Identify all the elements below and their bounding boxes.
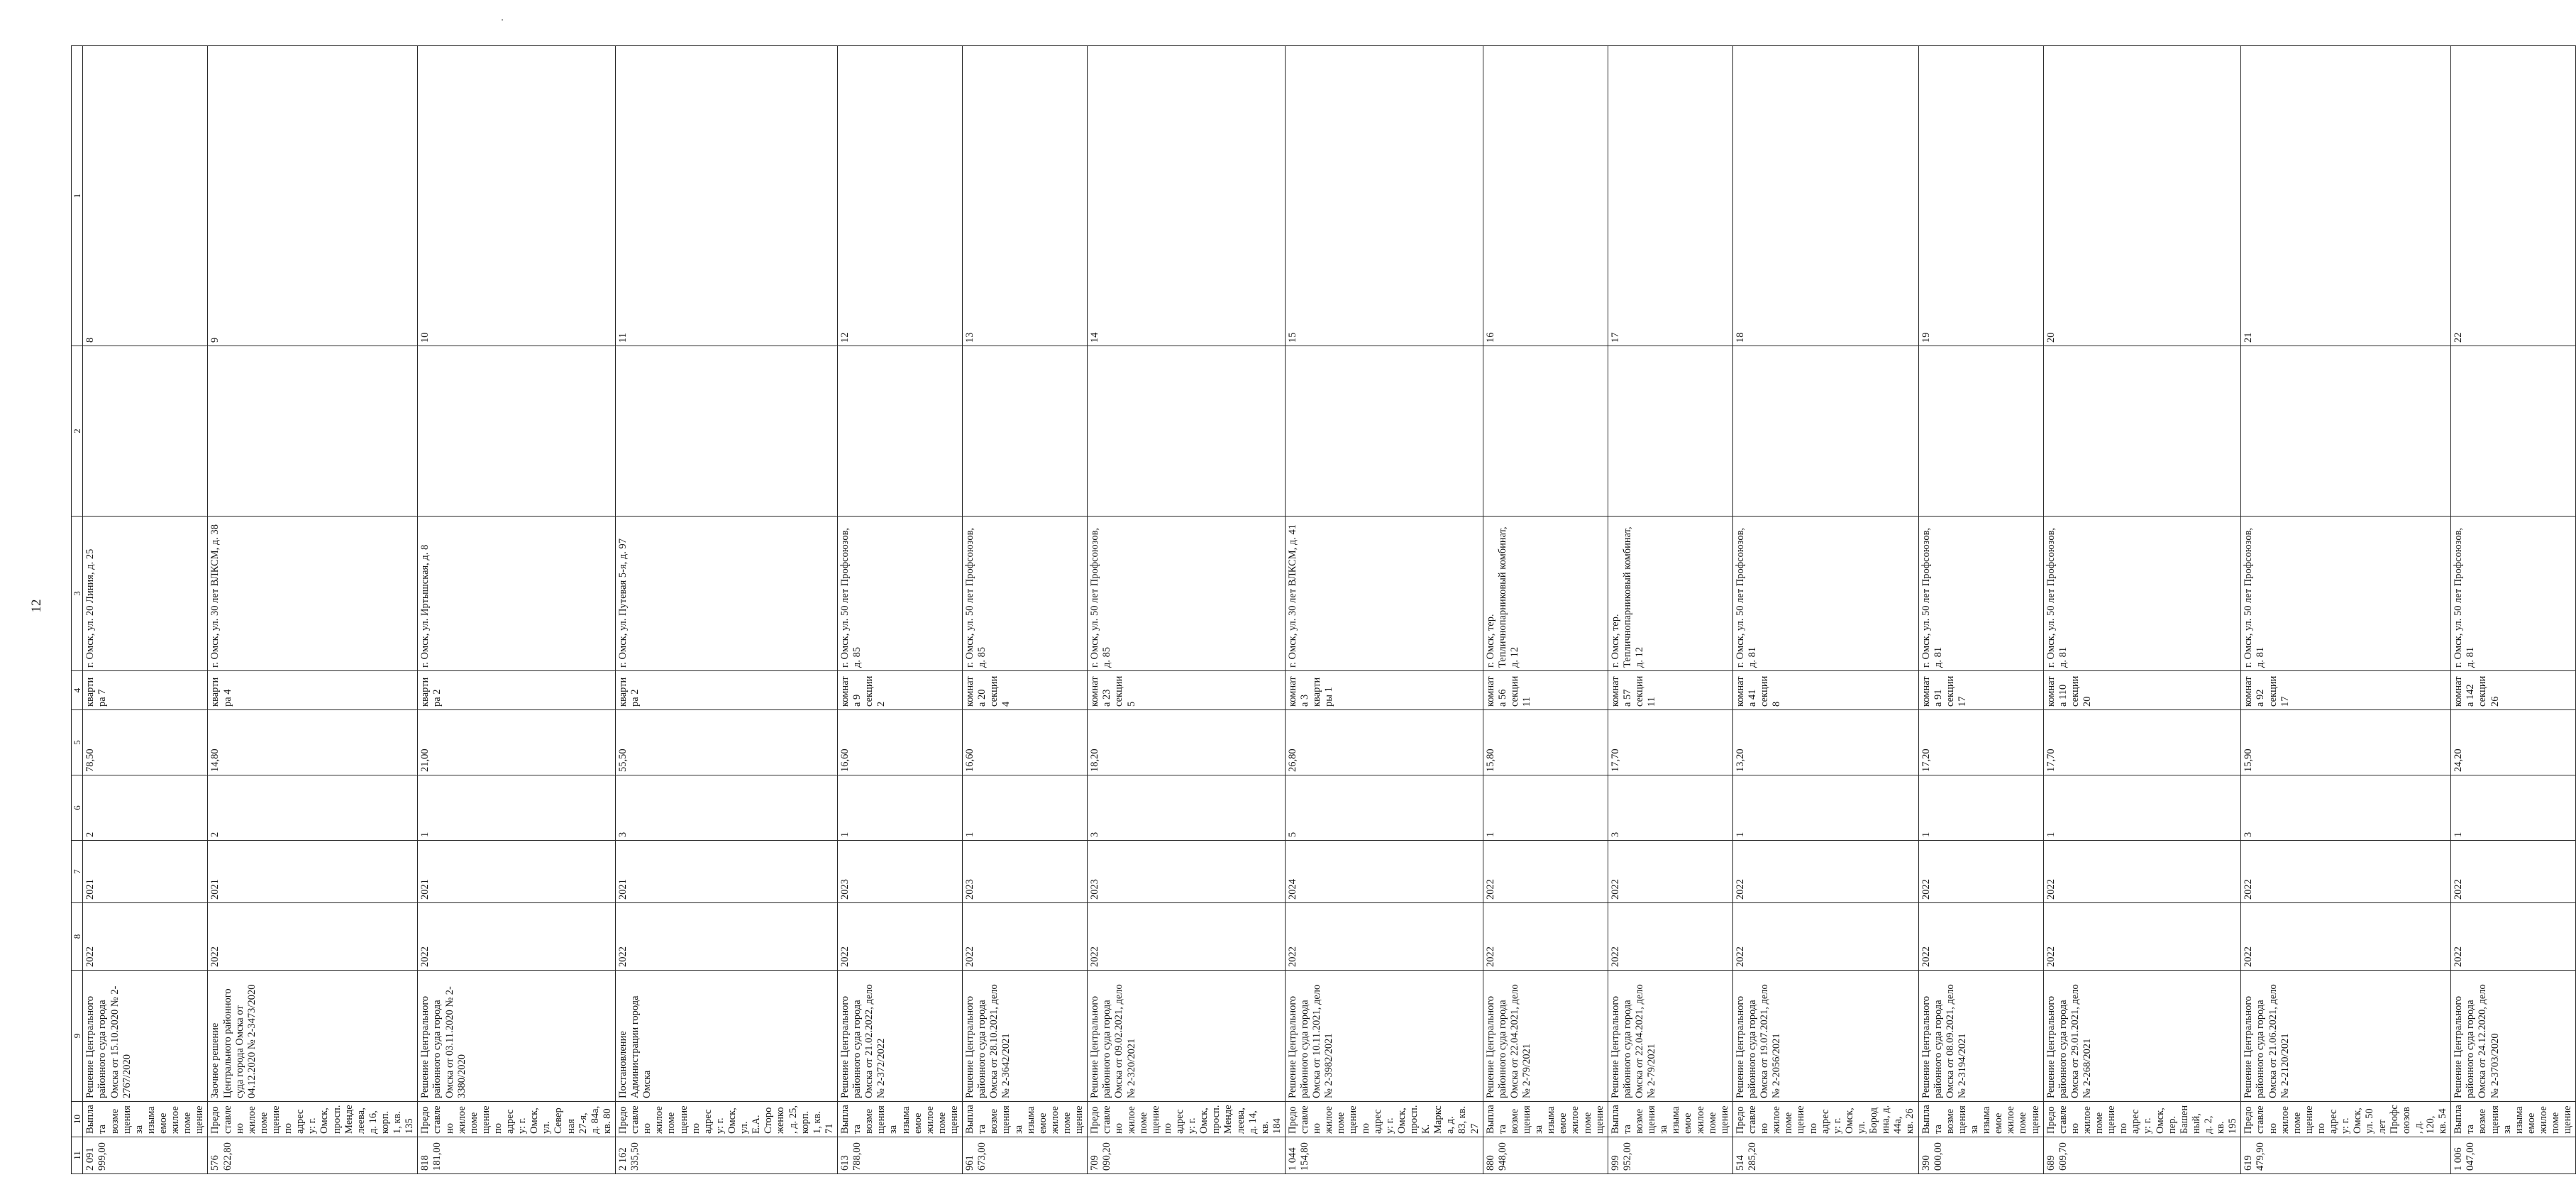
column-number-5: 5 <box>72 710 83 775</box>
year-col7-cell: 2024 <box>1285 841 1483 903</box>
amount-cell: 999 952,00 <box>1608 1137 1732 1174</box>
year-col8-cell: 2022 <box>208 903 418 971</box>
area-cell: 16,60 <box>963 710 1088 775</box>
room-cell: квартира 4 <box>208 671 418 710</box>
amount-cell: 961 673,00 <box>963 1137 1088 1174</box>
legal-basis-cell: Решение Центрального районного суда города Омска от 09.02.2021, дело № 2-320/2021 <box>1088 971 1286 1102</box>
persons-cell: 1 <box>1918 775 2043 841</box>
year-col8-cell: 2022 <box>1088 903 1286 971</box>
year-col7-cell: 2022 <box>2451 841 2576 903</box>
year-col8-cell: 2022 <box>83 903 208 971</box>
persons-cell: 2 <box>208 775 418 841</box>
room-cell: комната 23 секции 5 <box>1088 671 1286 710</box>
year-col8-cell: 2022 <box>1285 903 1483 971</box>
room-cell: комната 91 секции 17 <box>1918 671 2043 710</box>
address-cell: г. Омск, ул. Путевая 5-я, д. 97 <box>616 517 838 671</box>
year-col8-cell: 2022 <box>2043 903 2241 971</box>
column-2-cell <box>1608 346 1732 517</box>
row-number-cell: 17 <box>1608 46 1732 346</box>
area-cell: 14,80 <box>208 710 418 775</box>
year-col7-cell: 2023 <box>963 841 1088 903</box>
column-2-cell <box>963 346 1088 517</box>
address-cell: г. Омск, ул. Иртышская, д. 8 <box>418 517 616 671</box>
row-number-cell: 21 <box>2241 46 2451 346</box>
table-row <box>1483 46 1608 1174</box>
amount-cell: 1 006 047,00 <box>2451 1137 2576 1174</box>
legal-basis-cell: Решение Центрального районного суда города Омска от 03.11.2020 № 2-3380/2020 <box>418 971 616 1102</box>
persons-cell: 1 <box>418 775 616 841</box>
persons-cell: 1 <box>2043 775 2241 841</box>
legal-basis-cell: Решение Центрального районного суда города Омска от 28.10.2021, дело № 2-3642/2021 <box>963 971 1088 1102</box>
column-2-cell <box>418 346 616 517</box>
year-col7-cell: 2022 <box>2043 841 2241 903</box>
resettlement-action-cell: Выплата возмещения за изымаемое жилое помещение <box>1483 1102 1608 1137</box>
resettlement-action-cell: Выплата возмещения за изымаемое жилое помещение <box>963 1102 1088 1137</box>
table-row <box>1608 46 1732 1174</box>
legal-basis-cell: Постановление Администрации города Омска <box>616 971 838 1102</box>
row-number-cell: 16 <box>1483 46 1608 346</box>
column-2-cell <box>2241 346 2451 517</box>
amount-cell: 1 044 154,80 <box>1285 1137 1483 1174</box>
resettlement-action-cell: Предоставлено жилое помещение по адресу: г. Омск, просп. Менделеева, д. 14, кв. 184 <box>1088 1102 1286 1137</box>
legal-basis-cell: Решение Центрального районного суда города Омска от 19.07.2021, дело № 2-2056/2021 <box>1732 971 1918 1102</box>
year-col7-cell: 2022 <box>1608 841 1732 903</box>
year-col7-cell: 2021 <box>616 841 838 903</box>
area-cell: 78,50 <box>83 710 208 775</box>
year-col8-cell: 2022 <box>1483 903 1608 971</box>
amount-cell: 709 090,20 <box>1088 1137 1286 1174</box>
row-number-cell: 22 <box>2451 46 2576 346</box>
address-cell: г. Омск, тер. Тепличнопарниковый комбинат, д. 12 <box>1608 517 1732 671</box>
row-number-cell: 20 <box>2043 46 2241 346</box>
legal-basis-cell: Решение Центрального районного суда города Омска от 24.12.2020, дело № 2-3703/2020 <box>2451 971 2576 1102</box>
year-col7-cell: 2021 <box>83 841 208 903</box>
column-number-8: 8 <box>72 903 83 971</box>
column-number-6: 6 <box>72 775 83 841</box>
table-holder <box>71 46 2574 1174</box>
table-row <box>1285 46 1483 1174</box>
year-col7-cell: 2022 <box>1918 841 2043 903</box>
address-cell: г. Омск, тер. Тепличнопарниковый комбинат, д. 12 <box>1483 517 1608 671</box>
year-col8-cell: 2022 <box>2241 903 2451 971</box>
year-col8-cell: 2022 <box>838 903 963 971</box>
column-2-cell <box>616 346 838 517</box>
table-row <box>208 46 418 1174</box>
amount-cell: 880 948,00 <box>1483 1137 1608 1174</box>
year-col7-cell: 2022 <box>2241 841 2451 903</box>
column-number-1: 1 <box>72 46 83 346</box>
column-2-cell <box>838 346 963 517</box>
room-cell: квартира 2 <box>616 671 838 710</box>
legal-basis-cell: Решение Центрального районного суда города Омска от 22.04.2021, дело № 2-79/2021 <box>1483 971 1608 1102</box>
area-cell: 24,20 <box>2451 710 2576 775</box>
room-cell: комната 9 секции 2 <box>838 671 963 710</box>
area-cell: 26,80 <box>1285 710 1483 775</box>
persons-cell: 3 <box>616 775 838 841</box>
amount-cell: 576 622,80 <box>208 1137 418 1174</box>
address-cell: г. Омск, ул. 30 лет ВЛКСМ, д. 38 <box>208 517 418 671</box>
legal-basis-cell: Решение Центрального районного суда города Омска от 21.02.2022, дело № 2-372/2022 <box>838 971 963 1102</box>
address-cell: г. Омск, ул. 50 лет Профсоюзов, д. 81 <box>1732 517 1918 671</box>
table-row <box>2043 46 2241 1174</box>
resettlement-action-cell: Предоставлено жилое помещение по адресу: г. Омск, просп. Менделеева, д. 16, корп. 1, кв. 135 <box>208 1102 418 1137</box>
legal-basis-cell: Решение Центрального районного суда города Омска от 15.10.2020 № 2-2767/2020 <box>83 971 208 1102</box>
table-row <box>418 46 616 1174</box>
column-2-cell <box>83 346 208 517</box>
row-number-cell: 18 <box>1732 46 1918 346</box>
row-number-cell: 9 <box>208 46 418 346</box>
resettlement-action-cell: Предоставлено жилое помещение по адресу: г. Омск, ул. 50 лет Профсоюзов, д. 120, кв. 54 <box>2241 1102 2451 1137</box>
legal-basis-cell: Решение Центрального районного суда города Омска от 21.06.2021, дело № 2-2120/2021 <box>2241 971 2451 1102</box>
area-cell: 18,20 <box>1088 710 1286 775</box>
scan-speck <box>502 19 503 21</box>
room-cell: комната 142 секции 26 <box>2451 671 2576 710</box>
year-col7-cell: 2023 <box>1088 841 1286 903</box>
year-col8-cell: 2022 <box>1732 903 1918 971</box>
row-number-cell: 10 <box>418 46 616 346</box>
rotated-table-wrapper <box>71 46 2574 1174</box>
table-row <box>1918 46 2043 1174</box>
row-number-cell: 13 <box>963 46 1088 346</box>
table-row <box>1088 46 1286 1174</box>
room-cell: комната 56 секции 11 <box>1483 671 1608 710</box>
year-col8-cell: 2022 <box>1608 903 1732 971</box>
resettlement-action-cell: Выплата возмещения за изымаемое жилое помещение <box>838 1102 963 1137</box>
table-row <box>1732 46 1918 1174</box>
legal-basis-cell: Решение Центрального районного суда города Омска от 08.09.2021, дело № 2-3194/2021 <box>1918 971 2043 1102</box>
room-cell: комната 3 квартиры 1 <box>1285 671 1483 710</box>
room-cell: квартира 7 <box>83 671 208 710</box>
column-number-9: 9 <box>72 971 83 1102</box>
address-cell: г. Омск, ул. 50 лет Профсоюзов, д. 81 <box>1918 517 2043 671</box>
area-cell: 13,20 <box>1732 710 1918 775</box>
area-cell: 21,00 <box>418 710 616 775</box>
amount-cell: 689 609,70 <box>2043 1137 2241 1174</box>
address-cell: г. Омск, ул. 50 лет Профсоюзов, д. 85 <box>963 517 1088 671</box>
column-2-cell <box>2043 346 2241 517</box>
resettlement-action-cell: Предоставлено жилое помещение по адресу: г. Омск, пер. Башенный, д. 2, кв. 195 <box>2043 1102 2241 1137</box>
persons-cell: 5 <box>1285 775 1483 841</box>
year-col7-cell: 2022 <box>1732 841 1918 903</box>
row-number-cell: 19 <box>1918 46 2043 346</box>
resettlement-action-cell: Предоставлено жилое помещение по адресу: г. Омск, просп. К. Маркса, д. 83, кв. 27 <box>1285 1102 1483 1137</box>
area-cell: 15,90 <box>2241 710 2451 775</box>
area-cell: 17,70 <box>2043 710 2241 775</box>
resettlement-action-cell: Предоставлено жилое помещение по адресу: г. Омск, ул. Е.А. Стороженко, д. 25, корп. 1, кв. 71 <box>616 1102 838 1137</box>
table-row <box>83 46 208 1174</box>
address-cell: г. Омск, ул. 50 лет Профсоюзов, д. 81 <box>2043 517 2241 671</box>
column-number-7: 7 <box>72 841 83 903</box>
legal-basis-cell: Решение Центрального районного суда города Омска от 22.04.2021, дело № 2-79/2021 <box>1608 971 1732 1102</box>
amount-cell: 818 181,00 <box>418 1137 616 1174</box>
column-number-2: 2 <box>72 346 83 517</box>
persons-cell: 1 <box>963 775 1088 841</box>
column-number-11: 11 <box>72 1137 83 1174</box>
year-col7-cell: 2022 <box>1483 841 1608 903</box>
year-col7-cell: 2021 <box>208 841 418 903</box>
table-row <box>963 46 1088 1174</box>
amount-cell: 619 479,90 <box>2241 1137 2451 1174</box>
resettlement-table <box>71 45 2576 1174</box>
legal-basis-cell: Заочное решение Центрального районного суда города Омска от 04.12.2020 № 2-3473/2020 <box>208 971 418 1102</box>
year-col8-cell: 2022 <box>418 903 616 971</box>
column-2-cell <box>1918 346 2043 517</box>
room-cell: комната 110 секции 20 <box>2043 671 2241 710</box>
resettlement-action-cell: Выплата возмещения за изымаемое жилое помещение <box>2451 1102 2576 1137</box>
resettlement-action-cell: Выплата возмещения за изымаемое жилое помещение <box>1918 1102 2043 1137</box>
legal-basis-cell: Решение Центрального районного суда города Омска от 29.01.2021, дело № 2-268/2021 <box>2043 971 2241 1102</box>
area-cell: 15,80 <box>1483 710 1608 775</box>
resettlement-action-cell: Предоставлено жилое помещение по адресу: г. Омск, ул. Бородина, д. 44а, кв. 26 <box>1732 1102 1918 1137</box>
amount-cell: 2 091 999,00 <box>83 1137 208 1174</box>
row-number-cell: 11 <box>616 46 838 346</box>
resettlement-action-cell: Выплата возмещения за изымаемое жилое помещение <box>83 1102 208 1137</box>
row-number-cell: 12 <box>838 46 963 346</box>
column-2-cell <box>1088 346 1286 517</box>
column-number-3: 3 <box>72 517 83 671</box>
room-cell: квартира 2 <box>418 671 616 710</box>
column-2-cell <box>2451 346 2576 517</box>
table-body <box>72 46 2576 1174</box>
area-cell: 17,20 <box>1918 710 2043 775</box>
address-cell: г. Омск, ул. 50 лет Профсоюзов, д. 85 <box>838 517 963 671</box>
resettlement-action-cell: Предоставлено жилое помещение по адресу: г. Омск, ул. Северная 27-я, д. 84а, кв. 80 <box>418 1102 616 1137</box>
persons-cell: 2 <box>83 775 208 841</box>
area-cell: 55,50 <box>616 710 838 775</box>
legal-basis-cell: Решение Центрального районного суда города Омска от 10.11.2021, дело № 2-3982/2021 <box>1285 971 1483 1102</box>
column-2-cell <box>1285 346 1483 517</box>
persons-cell: 3 <box>1088 775 1286 841</box>
address-cell: г. Омск, ул. 20 Линия, д. 25 <box>83 517 208 671</box>
page-number: 12 <box>29 599 44 613</box>
room-cell: комната 92 секции 17 <box>2241 671 2451 710</box>
column-2-cell <box>1483 346 1608 517</box>
amount-cell: 613 788,00 <box>838 1137 963 1174</box>
table-row <box>2451 46 2576 1174</box>
column-number-row <box>72 46 83 1174</box>
persons-cell: 3 <box>2241 775 2451 841</box>
row-number-cell: 8 <box>83 46 208 346</box>
column-2-cell <box>1732 346 1918 517</box>
address-cell: г. Омск, ул. 50 лет Профсоюзов, д. 85 <box>1088 517 1286 671</box>
column-number-10: 10 <box>72 1102 83 1137</box>
year-col7-cell: 2023 <box>838 841 963 903</box>
persons-cell: 1 <box>2451 775 2576 841</box>
room-cell: комната 41 секции 8 <box>1732 671 1918 710</box>
area-cell: 17,70 <box>1608 710 1732 775</box>
address-cell: г. Омск, ул. 30 лет ВЛКСМ, д. 41 <box>1285 517 1483 671</box>
room-cell: комната 57 секции 11 <box>1608 671 1732 710</box>
year-col7-cell: 2021 <box>418 841 616 903</box>
table-row <box>616 46 838 1174</box>
table-row <box>2241 46 2451 1174</box>
persons-cell: 1 <box>838 775 963 841</box>
address-cell: г. Омск, ул. 50 лет Профсоюзов, д. 81 <box>2241 517 2451 671</box>
year-col8-cell: 2022 <box>2451 903 2576 971</box>
year-col8-cell: 2022 <box>616 903 838 971</box>
row-number-cell: 14 <box>1088 46 1286 346</box>
table-row <box>838 46 963 1174</box>
amount-cell: 390 000,00 <box>1918 1137 2043 1174</box>
row-number-cell: 15 <box>1285 46 1483 346</box>
persons-cell: 1 <box>1732 775 1918 841</box>
column-2-cell <box>208 346 418 517</box>
address-cell: г. Омск, ул. 50 лет Профсоюзов, д. 81 <box>2451 517 2576 671</box>
persons-cell: 1 <box>1483 775 1608 841</box>
persons-cell: 3 <box>1608 775 1732 841</box>
room-cell: комната 20 секции 4 <box>963 671 1088 710</box>
column-number-4: 4 <box>72 671 83 710</box>
amount-cell: 514 285,20 <box>1732 1137 1918 1174</box>
year-col8-cell: 2022 <box>1918 903 2043 971</box>
resettlement-action-cell: Выплата возмещения за изымаемое жилое помещение <box>1608 1102 1732 1137</box>
year-col8-cell: 2022 <box>963 903 1088 971</box>
area-cell: 16,60 <box>838 710 963 775</box>
amount-cell: 2 162 335,50 <box>616 1137 838 1174</box>
